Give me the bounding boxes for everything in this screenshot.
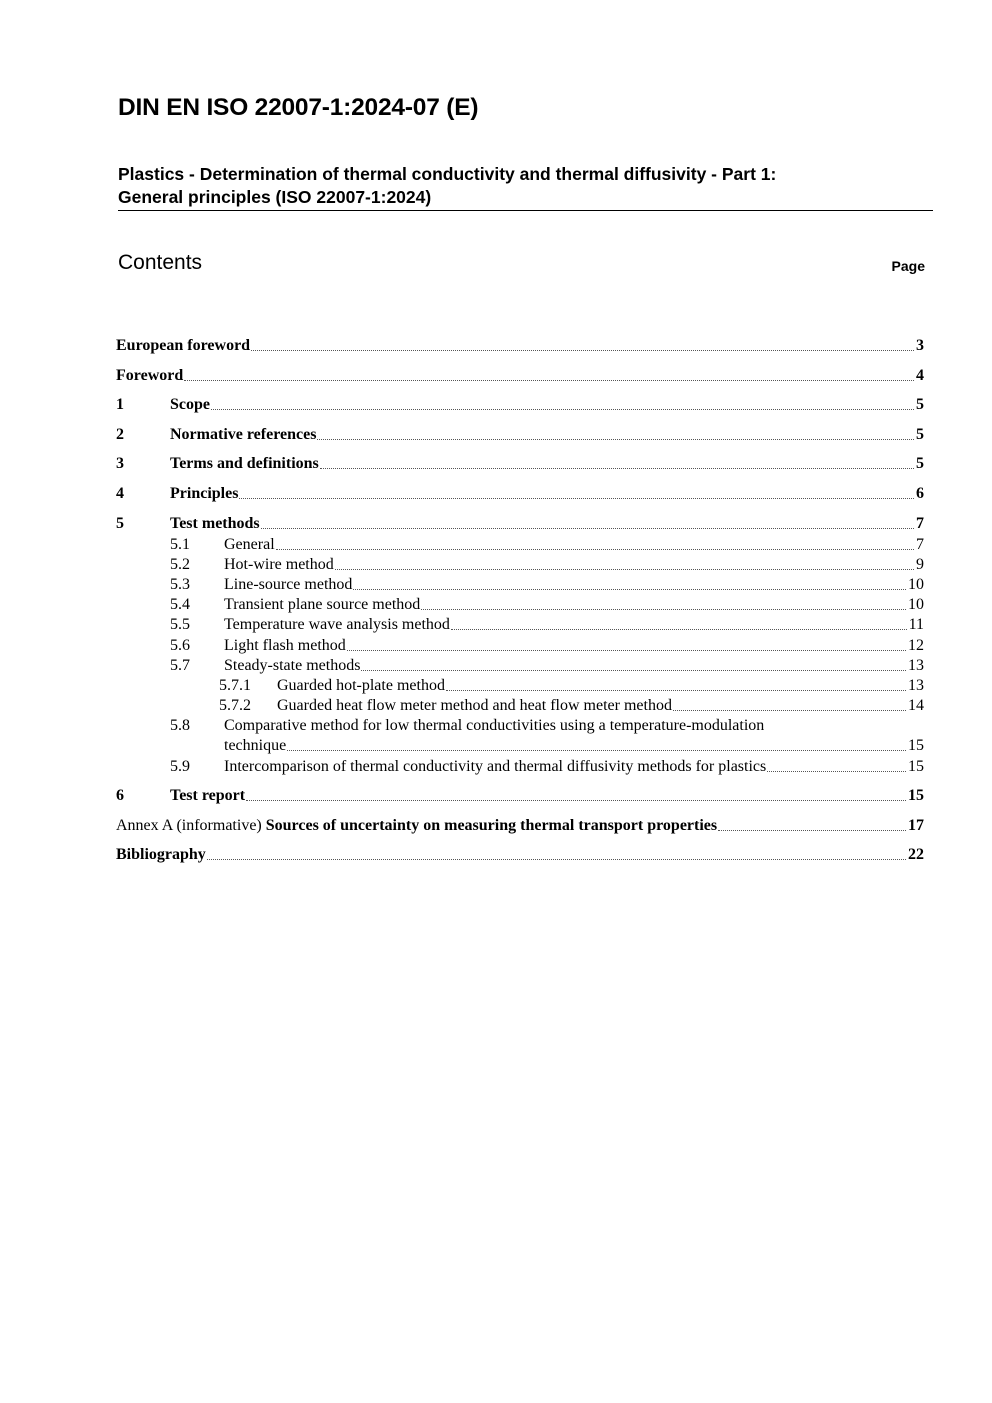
toc-entry-title: Normative references bbox=[170, 426, 317, 443]
toc-entry-page: 9 bbox=[916, 556, 924, 573]
toc-leader-dots bbox=[287, 750, 906, 751]
toc-entry-light-flash-method[interactable] bbox=[170, 636, 924, 656]
toc-entry-number: 5.4 bbox=[170, 596, 190, 613]
toc-entry-number: 5.9 bbox=[170, 758, 190, 775]
toc-entry-temperature-wave-analysis-method[interactable] bbox=[170, 615, 924, 635]
toc-entry-number: 5.7.1 bbox=[219, 677, 251, 694]
toc-leader-dots bbox=[207, 859, 906, 860]
toc-entry-number: 5.1 bbox=[170, 536, 190, 553]
toc-leader-dots bbox=[211, 409, 914, 410]
toc-entry-page: 12 bbox=[908, 637, 924, 654]
toc-leader-dots bbox=[261, 528, 914, 529]
toc-entry-steady-state-methods[interactable] bbox=[170, 656, 924, 676]
toc-entry-page: 15 bbox=[908, 758, 924, 775]
toc-entry-title: Test report bbox=[170, 787, 246, 804]
toc-entry-page: 5 bbox=[916, 396, 924, 413]
toc-entry-page: 10 bbox=[908, 596, 924, 613]
toc-leader-dots bbox=[718, 830, 906, 831]
toc-entry-number: 5.7.2 bbox=[219, 697, 251, 714]
toc-entry-terms-and-definitions[interactable] bbox=[116, 454, 924, 474]
toc-leader-dots bbox=[767, 771, 906, 772]
toc-entry-line-source-method[interactable] bbox=[170, 575, 924, 595]
toc-entry-title: Light flash method bbox=[224, 637, 346, 654]
toc-entry-number: 5.3 bbox=[170, 576, 190, 593]
toc-leader-dots bbox=[276, 549, 914, 550]
toc-entry-title: Foreword bbox=[116, 367, 184, 384]
toc-leader-dots bbox=[361, 670, 906, 671]
toc-leader-dots bbox=[184, 380, 914, 381]
toc-leader-dots bbox=[446, 690, 906, 691]
subtitle-line-1: Plastics - Determination of thermal conductivity and thermal diffusivity - Part 1: bbox=[118, 164, 777, 184]
toc-entry-page: 15 bbox=[908, 737, 924, 754]
toc-entry-page: 15 bbox=[908, 787, 924, 804]
toc-entry-guarded-hot-plate-method[interactable] bbox=[219, 676, 924, 696]
toc-entry-page: 22 bbox=[908, 846, 924, 863]
toc-entry-test-methods[interactable] bbox=[116, 514, 924, 534]
toc-entry-page: 11 bbox=[908, 616, 924, 633]
toc-leader-dots bbox=[239, 498, 914, 499]
subtitle-line-2: General principles (ISO 22007-1:2024) bbox=[118, 187, 432, 207]
toc-entry-number: 2 bbox=[116, 426, 124, 443]
toc-entry-general[interactable] bbox=[170, 535, 924, 555]
toc-entry-title: Transient plane source method bbox=[224, 596, 421, 613]
toc-entry-comparative-method[interactable] bbox=[224, 736, 924, 756]
toc-leader-dots bbox=[347, 650, 906, 651]
toc-entry-title: General bbox=[224, 536, 275, 553]
toc-entry-title: Comparative method for low thermal conductivities using a temperature-modulation bbox=[224, 717, 765, 734]
toc-entry-page: 6 bbox=[916, 485, 924, 502]
toc-entry-page: 3 bbox=[916, 337, 924, 354]
toc-entry-title: Annex A (informative) Sources of uncertainty on measuring thermal transport properties bbox=[116, 817, 718, 834]
toc-entry-page: 14 bbox=[908, 697, 924, 714]
document-subtitle bbox=[118, 163, 933, 211]
toc-entry-european-foreword[interactable] bbox=[116, 336, 924, 356]
toc-entry-title: Bibliography bbox=[116, 846, 206, 863]
toc-entry-title: Hot-wire method bbox=[224, 556, 334, 573]
toc-entry-title: Principles bbox=[170, 485, 239, 502]
toc-entry-number: 4 bbox=[116, 485, 124, 502]
toc-entry-page: 7 bbox=[916, 536, 924, 553]
toc-entry-number: 6 bbox=[116, 787, 124, 804]
toc-leader-dots bbox=[335, 569, 914, 570]
toc-entry-page: 13 bbox=[908, 657, 924, 674]
toc-leader-dots bbox=[673, 710, 906, 711]
toc-leader-dots bbox=[353, 589, 906, 590]
toc-entry-intercomparison[interactable] bbox=[170, 757, 924, 777]
toc-entry-page: 5 bbox=[916, 455, 924, 472]
toc-entry-title: Scope bbox=[170, 396, 210, 413]
toc-entry-hot-wire-method[interactable] bbox=[170, 555, 924, 575]
toc-entry-transient-plane-source-method[interactable] bbox=[170, 595, 924, 615]
toc-entry-title: Line-source method bbox=[224, 576, 353, 593]
toc-entry-scope[interactable] bbox=[116, 395, 924, 415]
toc-entry-number: 5.7 bbox=[170, 657, 190, 674]
toc-entry-page: 10 bbox=[908, 576, 924, 593]
toc-entry-page: 4 bbox=[916, 367, 924, 384]
toc-leader-dots bbox=[246, 800, 906, 801]
toc-entry-number: 3 bbox=[116, 455, 124, 472]
toc-leader-dots bbox=[451, 629, 907, 630]
toc-entry-page: 13 bbox=[908, 677, 924, 694]
toc-entry-page: 5 bbox=[916, 426, 924, 443]
toc-leader-dots bbox=[251, 350, 914, 351]
toc-entry-number: 5.6 bbox=[170, 637, 190, 654]
toc-leader-dots bbox=[421, 609, 906, 610]
toc-entry-number: 5.5 bbox=[170, 616, 190, 633]
toc-entry-title: Guarded hot-plate method bbox=[277, 677, 445, 694]
toc-entry-guarded-heat-flow-meter-method[interactable] bbox=[219, 696, 924, 716]
toc-entry-title: Temperature wave analysis method bbox=[224, 616, 450, 633]
toc-entry-title: Intercomparison of thermal conductivity and thermal diffusivity methods for plastics bbox=[224, 758, 767, 775]
toc-entry-foreword[interactable] bbox=[116, 366, 924, 386]
toc-entry-principles[interactable] bbox=[116, 484, 924, 504]
toc-entry-bibliography[interactable] bbox=[116, 845, 924, 865]
toc-entry-number: 1 bbox=[116, 396, 124, 413]
toc-entry-title: Guarded heat flow meter method and heat flow meter method bbox=[277, 697, 672, 714]
toc-entry-page: 7 bbox=[916, 515, 924, 532]
page-column-label: Page bbox=[891, 258, 925, 274]
toc-entry-test-report[interactable] bbox=[116, 786, 924, 806]
toc-entry-title: Test methods bbox=[170, 515, 260, 532]
toc-entry-title: Terms and definitions bbox=[170, 455, 319, 472]
toc-entry-number: 5.2 bbox=[170, 556, 190, 573]
toc-entry-page: 17 bbox=[908, 817, 924, 834]
toc-entry-title-continuation: technique bbox=[224, 737, 287, 754]
toc-entry-title: European foreword bbox=[116, 337, 251, 354]
toc-entry-annex-a[interactable] bbox=[116, 816, 924, 836]
toc-entry-normative-references[interactable] bbox=[116, 425, 924, 445]
toc-entry-number: 5 bbox=[116, 515, 124, 532]
toc-entry-comparative-method-line1[interactable] bbox=[170, 716, 870, 736]
contents-heading: Contents bbox=[118, 251, 203, 274]
toc-leader-dots bbox=[317, 439, 914, 440]
toc-entry-number: 5.8 bbox=[170, 717, 190, 734]
toc-entry-title: Steady-state methods bbox=[224, 657, 361, 674]
document-id: DIN EN ISO 22007-1:2024-07 (E) bbox=[118, 94, 479, 121]
toc-leader-dots bbox=[320, 468, 914, 469]
